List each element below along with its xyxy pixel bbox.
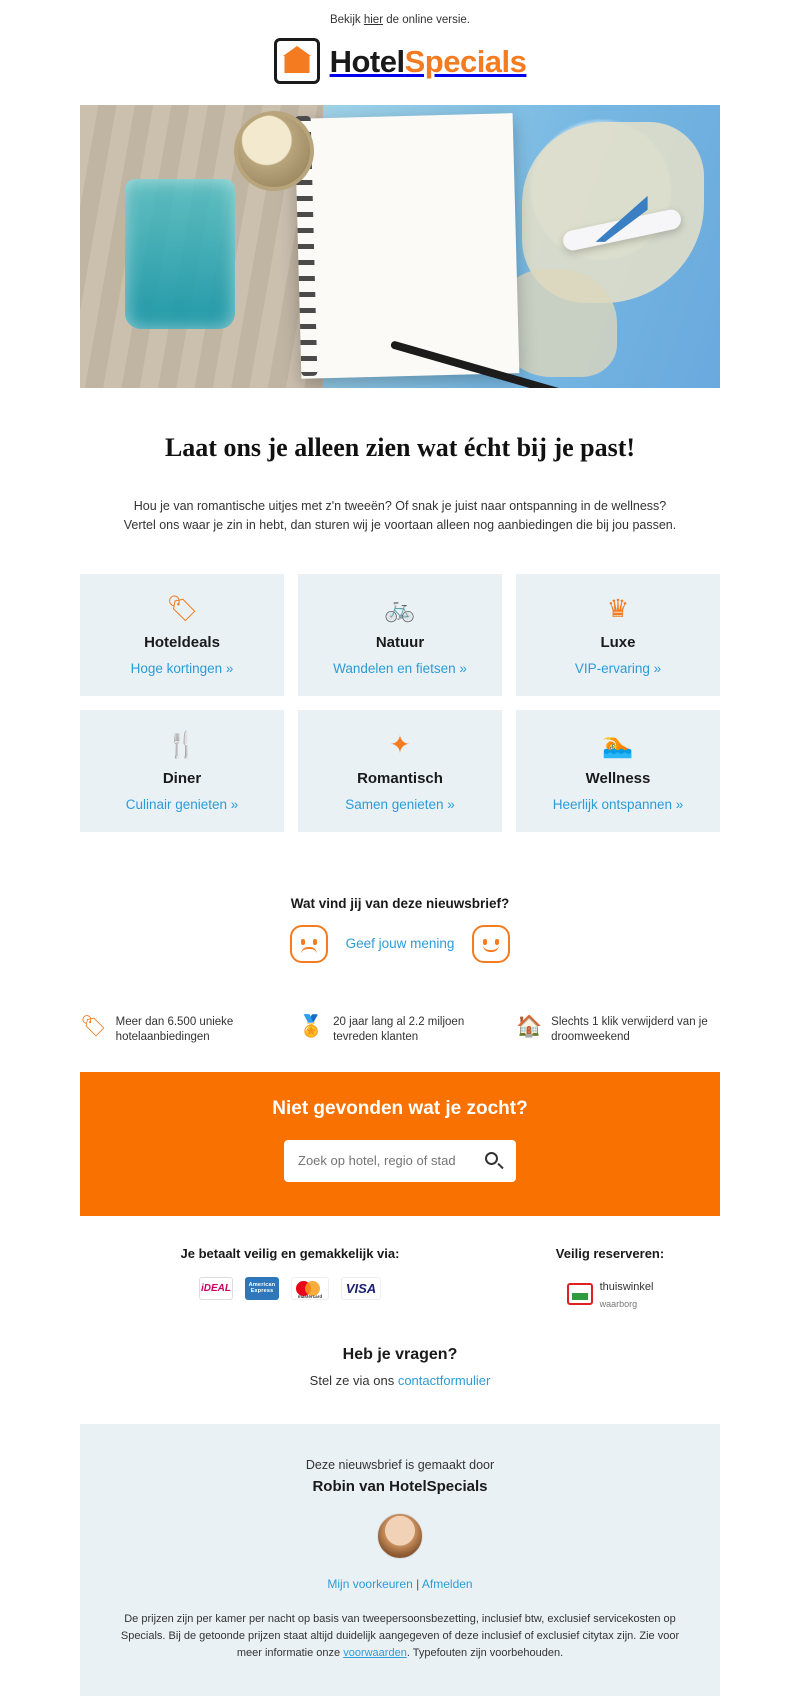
tile-link[interactable]: Wandelen en fietsen » (333, 660, 467, 676)
search-box[interactable] (284, 1140, 516, 1182)
usp-row (80, 1015, 720, 1046)
brand-name-part2: Specials (404, 43, 527, 79)
hero-glass (125, 179, 235, 329)
bicycle-icon: 🚲 (384, 594, 416, 623)
questions-prefix: Stel ze via ons (309, 1372, 398, 1388)
tile-link[interactable]: Hoge kortingen » (130, 660, 234, 676)
tile-title: Natuur (375, 633, 425, 651)
survey-link[interactable]: Geef jouw mening (345, 936, 455, 952)
price-tag-icon: 🏷 (166, 594, 198, 623)
sad-face-icon[interactable] (290, 925, 328, 963)
crown-icon: ♛ (606, 594, 630, 623)
intro-copy (0, 481, 800, 536)
tile-link[interactable]: VIP-ervaring » (574, 660, 662, 676)
tile-title: Luxe (600, 633, 636, 651)
terms-link[interactable]: voorwaarden (343, 1646, 407, 1659)
intro-line-2: Vertel ons waar je zin in hebt, dan sturen wij je voortaan alleen nog aanbiedingen die bij jou passen. (123, 518, 677, 533)
mastercard-label: mastercard (297, 1293, 323, 1299)
payment-methods (80, 1246, 500, 1300)
questions-heading: Heb je vragen? (342, 1345, 458, 1363)
usp-text: 20 jaar lang al 2.2 miljoen tevreden klanten (333, 1015, 465, 1044)
tile-diner[interactable] (80, 710, 284, 832)
payment-heading: Je betaalt veilig en gemakkelijk via: (180, 1245, 400, 1261)
thuiswinkel-line2: waarborg (599, 1299, 638, 1310)
payment-logos (80, 1277, 500, 1300)
hero-notebook (294, 114, 518, 380)
ideal-icon: iDEAL (199, 1277, 233, 1300)
usp-customers (298, 1015, 502, 1046)
unsubscribe-link[interactable]: Afmelden (421, 1576, 473, 1591)
tile-title: Romantisch (357, 769, 443, 787)
tile-natuur[interactable] (298, 574, 502, 696)
category-tiles (80, 574, 720, 832)
hero-compass-icon (234, 111, 314, 191)
brand-logo-link[interactable] (274, 38, 527, 84)
intro-line-1: Hou je van romantische uitjes met z'n tweeën? Of snak je juist naar ontspanning in de wellness? (133, 498, 667, 513)
swimmer-icon: 🏊 (602, 730, 634, 759)
footer-author: Robin van HotelSpecials (312, 1477, 488, 1495)
avatar (377, 1513, 423, 1559)
preheader (0, 0, 800, 32)
footer-legal (120, 1611, 680, 1662)
preheader-before: Bekijk (329, 14, 364, 26)
usp-text: Slechts 1 klik verwijderd van je droomweekend (551, 1015, 708, 1044)
brand-logo-text (329, 43, 527, 79)
tile-link[interactable]: Culinair genieten » (125, 796, 239, 812)
page-title: Laat ons je alleen zien wat écht bij je past! (164, 433, 636, 463)
tile-title: Diner (162, 769, 202, 787)
reserve-heading: Veilig reserveren: (555, 1245, 665, 1261)
happy-face-icon[interactable] (472, 925, 510, 963)
logo-header (0, 32, 800, 105)
tile-luxe[interactable] (516, 574, 720, 696)
footer-made-by: Deze nieuwsbrief is gemaakt door (305, 1457, 495, 1472)
search-band-title: Niet gevonden wat je zocht? (272, 1097, 528, 1119)
house-search-icon: 🏠 (516, 1014, 543, 1038)
usp-booking (516, 1015, 720, 1046)
legal-part-1: De prijzen zijn per kamer per nacht op basis van tweepersoonsbezetting, inclusief btw, exclusief servicekosten op Specials. Bij de getoonde prijzen staat altijd duidelijk aangegeven of deze inclusief of exclusief citytax zijn. Zie voor meer informatie onze (120, 1612, 680, 1659)
questions-sub (0, 1373, 800, 1388)
preheader-after: de online versie. (383, 14, 470, 26)
thuiswinkel-badge (567, 1277, 654, 1312)
online-version-link[interactable]: hier (363, 14, 384, 26)
tile-hoteldeals[interactable] (80, 574, 284, 696)
award-icon: 🏅 (298, 1014, 325, 1038)
questions-block (0, 1346, 800, 1388)
tile-link[interactable]: Samen genieten » (345, 796, 455, 812)
footer-link-separator: | (416, 1576, 420, 1591)
usp-offers (80, 1015, 284, 1046)
hero-image (80, 105, 720, 388)
thuiswinkel-line1: thuiswinkel (599, 1280, 654, 1293)
contact-form-link[interactable]: contactformulier (397, 1372, 491, 1388)
usp-text: Meer dan 6.500 unieke hotelaanbiedingen (115, 1015, 234, 1044)
newsletter-survey (0, 896, 800, 963)
search-input[interactable] (296, 1152, 471, 1169)
tile-wellness[interactable] (516, 710, 720, 832)
mastercard-icon (291, 1277, 329, 1300)
tile-title: Wellness (585, 769, 651, 787)
footer (80, 1424, 720, 1696)
thuiswinkel-icon (567, 1283, 593, 1305)
brand-name-part1: Hotel (329, 43, 405, 79)
footer-links (120, 1577, 680, 1591)
survey-question: Wat vind jij van deze nieuwsbrief? (290, 895, 510, 911)
tile-link[interactable]: Heerlijk ontspannen » (552, 796, 684, 812)
visa-icon: VISA (341, 1277, 381, 1300)
survey-row (0, 925, 800, 963)
tile-title: Hoteldeals (144, 633, 220, 651)
amex-icon: American Express (245, 1277, 279, 1300)
tile-romantisch[interactable] (298, 710, 502, 832)
cutlery-icon: 🍴 (166, 730, 198, 759)
search-icon[interactable] (484, 1151, 504, 1171)
secure-reservation (500, 1246, 720, 1312)
trust-row (80, 1246, 720, 1312)
search-band (80, 1072, 720, 1216)
hero-toy-plane (562, 190, 682, 260)
hotel-house-icon (274, 38, 320, 84)
preferences-link[interactable]: Mijn voorkeuren (327, 1576, 413, 1591)
tag-icon: 🏷 (80, 1014, 107, 1038)
sparkles-icon: ✦ (389, 730, 411, 759)
legal-part-2: . Typefouten zijn voorbehouden. (406, 1646, 564, 1659)
